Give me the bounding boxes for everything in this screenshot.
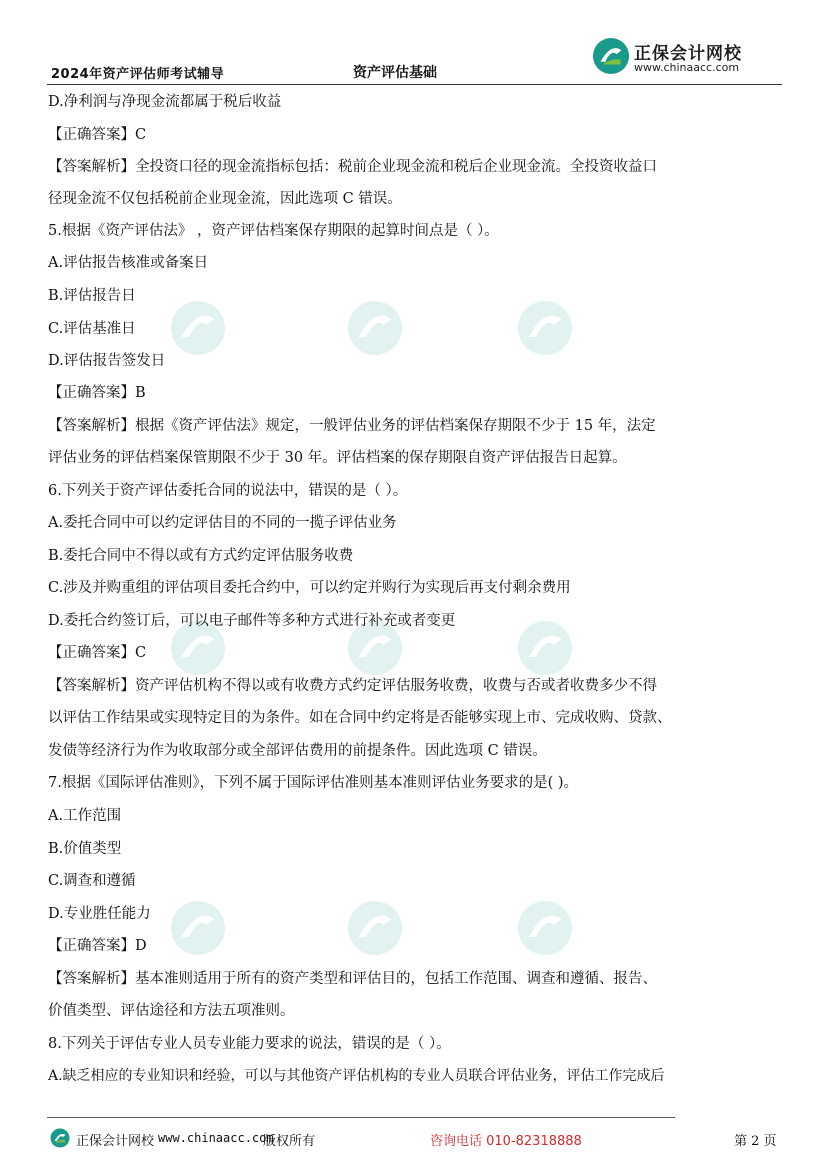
text-line: 价值类型、评估途径和方法五项准则。 [48, 1003, 295, 1019]
text-line: B.委托合同中不得以或有方式约定评估服务收费 [48, 548, 354, 564]
watermark-logo-icon [515, 898, 575, 958]
footer-logo-icon [50, 1128, 70, 1148]
text-line: 【正确答案】C [48, 127, 147, 143]
watermark-logo-icon [168, 898, 228, 958]
text-line: 发债等经济行为作为收取部分或全部评估费用的前提条件。因此选项 C 错误。 [48, 743, 547, 759]
watermark-logo-icon [345, 298, 405, 358]
text-line: 6.下列关于资产评估委托合同的说法中，错误的是（ ）。 [48, 483, 408, 499]
page-footer [50, 1128, 780, 1150]
text-line: 【答案解析】根据《资产评估法》规定，一般评估业务的评估档案保存期限不少于 15 年，法定 [48, 418, 656, 434]
header-divider [47, 84, 782, 85]
header-course-title: 2024年资产评估师考试辅导 [51, 67, 225, 82]
footer-url-link[interactable]: www.chinaacc.com [158, 1131, 274, 1145]
watermark-logo-icon [515, 618, 575, 678]
text-line: C.调查和遵循 [48, 873, 136, 889]
brand-logo[interactable] [592, 37, 792, 77]
text-line: A.工作范围 [48, 808, 122, 824]
text-line: 以评估工作结果或实现特定目的为条件。如在合同中约定将是否能够实现上市、完成收购、贷款、 [48, 710, 672, 726]
footer-divider [47, 1117, 675, 1118]
brand-logo-name: 正保会计网校 [634, 44, 742, 64]
text-line: 【正确答案】B [48, 385, 146, 401]
text-line: B.价值类型 [48, 841, 122, 857]
text-line: A.评估报告核准或备案日 [48, 255, 209, 271]
brand-logo-url: www.chinaacc.com [634, 61, 740, 74]
text-line: A.缺乏相应的专业知识和经验，可以与其他资产评估机构的专业人员联合评估业务，评估工作完成后 [48, 1068, 665, 1084]
text-line: D.净利润与净现金流都属于税后收益 [48, 94, 282, 110]
text-line: 【正确答案】D [48, 938, 147, 954]
text-line: A.委托合同中可以约定评估目的不同的一揽子评估业务 [48, 515, 397, 531]
text-line: 8.下列关于评估专业人员专业能力要求的说法，错误的是（ ）。 [48, 1036, 451, 1052]
brand-logo-icon [592, 37, 630, 75]
text-line: 5.根据《资产评估法》 ，资产评估档案保存期限的起算时间点是（ ）。 [48, 223, 499, 239]
footer-brand: 正保会计网校 [76, 1134, 155, 1149]
text-line: D.专业胜任能力 [48, 906, 151, 922]
text-line: B.评估报告日 [48, 288, 136, 304]
text-line: C.评估基准日 [48, 321, 136, 337]
text-line: 径现金流不仅包括税前企业现金流，因此选项 C 错误。 [48, 191, 402, 207]
text-line: D.委托合约签订后，可以电子邮件等多种方式进行补充或者变更 [48, 613, 456, 629]
watermark-logo-icon [515, 298, 575, 358]
text-line: 【答案解析】资产评估机构不得以或有收费方式约定评估服务收费，收费与否或者收费多少不得 [48, 678, 657, 694]
footer-rights: 版权所有 [263, 1134, 316, 1149]
text-line: 【答案解析】基本准则适用于所有的资产类型和评估目的，包括工作范围、调查和遵循、报告、 [48, 971, 657, 987]
page-header [0, 0, 827, 92]
text-line: 7.根据《国际评估准则》，下列不属于国际评估准则基本准则评估业务要求的是( )。 [48, 775, 579, 791]
watermark-logo-icon [168, 298, 228, 358]
text-line: C.涉及并购重组的评估项目委托合约中，可以约定并购行为实现后再支付剩余费用 [48, 580, 571, 596]
text-line: 【答案解析】全投资口径的现金流指标包括：税前企业现金流和税后企业现金流。全投资收益口 [48, 159, 657, 175]
text-line: 评估业务的评估档案保管期限不少于 30 年。评估档案的保存期限自资产评估报告日起算。 [48, 450, 627, 466]
text-line: 【正确答案】C [48, 645, 147, 661]
text-line: D.评估报告签发日 [48, 353, 166, 369]
header-subject-title: 资产评估基础 [353, 65, 437, 81]
watermark-logo-icon [345, 898, 405, 958]
page-number: 第 2 页 [734, 1134, 777, 1149]
footer-hotline: 咨询电话 010-82318888 [430, 1134, 582, 1149]
